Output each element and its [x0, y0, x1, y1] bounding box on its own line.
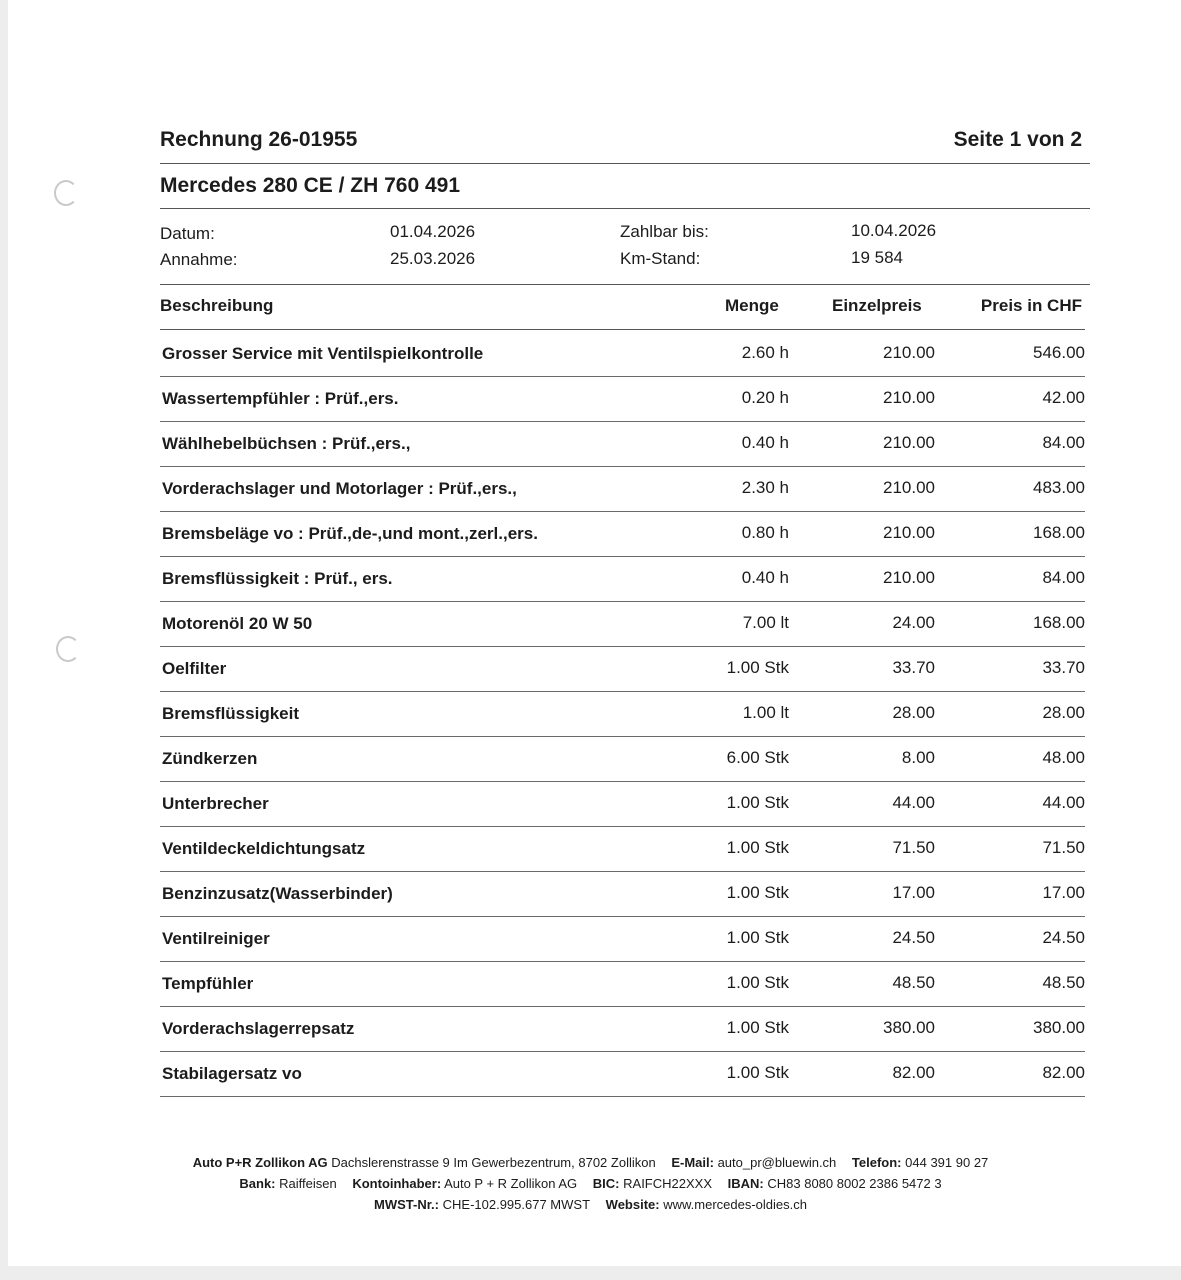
item-price: 33.70 [1042, 658, 1085, 677]
page-indicator: Seite 1 von 2 [953, 128, 1082, 151]
item-quantity: 0.20 h [741, 388, 789, 407]
item-price: 17.00 [1042, 883, 1085, 902]
item-unit-price: 210.00 [883, 568, 935, 587]
item-quantity: 6.00 Stk [726, 748, 789, 767]
item-unit-price: 210.00 [883, 478, 935, 497]
item-quantity: 1.00 Stk [726, 973, 789, 992]
table-row [160, 966, 1085, 1011]
column-header-unit-price: Einzelpreis [832, 296, 922, 315]
website-value: www.mercedes-oldies.ch [663, 1197, 807, 1212]
item-unit-price: 48.50 [892, 973, 935, 992]
column-header-price: Preis in CHF [980, 296, 1082, 315]
iban-value: CH83 8080 8002 2386 5472 3 [767, 1176, 942, 1191]
table-row [160, 606, 1085, 651]
punch-hole-mark [56, 636, 80, 662]
company-address: Dachslerenstrasse 9 Im Gewerbezentrum, 8702 Zollikon [331, 1155, 656, 1170]
company-name: Auto P+R Zollikon AG [192, 1155, 328, 1170]
row-divider [160, 466, 1085, 467]
item-unit-price: 210.00 [883, 343, 935, 362]
email-label: E-Mail: [671, 1155, 714, 1170]
row-divider [160, 1096, 1085, 1097]
item-quantity: 1.00 Stk [726, 658, 789, 677]
item-price: 82.00 [1042, 1063, 1085, 1082]
table-row [160, 336, 1085, 381]
item-unit-price: 210.00 [883, 523, 935, 542]
footer-line-vat [0, 1194, 1181, 1215]
table-row [160, 561, 1085, 606]
table-row [160, 741, 1085, 786]
item-description: Motorenöl 20 W 50 [162, 614, 313, 633]
row-divider [160, 1006, 1085, 1007]
table-row [160, 921, 1085, 966]
item-price: 28.00 [1042, 703, 1085, 722]
item-price: 483.00 [1033, 478, 1085, 497]
item-price: 48.50 [1042, 973, 1085, 992]
item-quantity: 0.40 h [741, 568, 789, 587]
bank-value: Raiffeisen [279, 1176, 337, 1191]
line-items [160, 336, 1085, 1101]
row-divider [160, 871, 1085, 872]
row-divider [160, 376, 1085, 377]
datum-label: Datum: [160, 224, 215, 243]
item-unit-price: 8.00 [901, 748, 935, 767]
item-price: 546.00 [1033, 343, 1085, 362]
row-divider [160, 781, 1085, 782]
table-row [160, 471, 1085, 516]
item-price: 71.50 [1042, 838, 1085, 857]
table-row [160, 426, 1085, 471]
footer-line-bank [0, 1173, 1181, 1194]
table-row [160, 786, 1085, 831]
annahme-label: Annahme: [160, 250, 238, 269]
table-row [160, 696, 1085, 741]
item-quantity: 0.40 h [741, 433, 789, 452]
item-description: Vorderachslagerrepsatz [162, 1019, 355, 1038]
item-price: 168.00 [1033, 613, 1085, 632]
phone-value: 044 391 90 27 [905, 1155, 989, 1170]
row-divider [160, 511, 1085, 512]
item-price: 84.00 [1042, 433, 1085, 452]
table-row [160, 651, 1085, 696]
table-row [160, 876, 1085, 921]
bic-value: RAIFCH22XXX [623, 1176, 713, 1191]
footer-line-company [0, 1152, 1181, 1173]
row-divider [160, 826, 1085, 827]
item-price: 24.50 [1042, 928, 1085, 947]
email-value: auto_pr@bluewin.ch [717, 1155, 837, 1170]
row-divider [160, 556, 1085, 557]
item-description: Wählhebelbüchsen : Prüf.,ers., [162, 434, 411, 453]
bank-label: Bank: [239, 1176, 276, 1191]
vat-label: MWST-Nr.: [374, 1197, 439, 1212]
item-description: Grosser Service mit Ventilspielkontrolle [162, 344, 484, 363]
divider [160, 329, 1085, 330]
item-quantity: 1.00 Stk [726, 883, 789, 902]
item-description: Vorderachslager und Motorlager : Prüf.,ers., [162, 479, 517, 498]
item-price: 48.00 [1042, 748, 1085, 767]
item-description: Ventilreiniger [162, 929, 270, 948]
holder-label: Kontoinhaber: [352, 1176, 442, 1191]
invoice-footer [0, 1152, 1181, 1215]
item-price: 84.00 [1042, 568, 1085, 587]
item-unit-price: 380.00 [883, 1018, 935, 1037]
row-divider [160, 916, 1085, 917]
item-description: Oelfilter [162, 659, 227, 678]
item-quantity: 1.00 Stk [726, 928, 789, 947]
item-unit-price: 33.70 [892, 658, 935, 677]
table-row [160, 516, 1085, 561]
item-description: Bremsbeläge vo : Prüf.,de-,und mont.,zerl.,ers. [162, 524, 538, 543]
item-unit-price: 28.00 [892, 703, 935, 722]
item-description: Stabilagersatz vo [162, 1064, 302, 1083]
column-header-description: Beschreibung [160, 296, 274, 315]
phone-label: Telefon: [851, 1155, 902, 1170]
divider [160, 163, 1090, 164]
item-quantity: 1.00 Stk [726, 1063, 789, 1082]
item-quantity: 1.00 Stk [726, 838, 789, 857]
divider [160, 208, 1090, 209]
item-price: 168.00 [1033, 523, 1085, 542]
table-row [160, 381, 1085, 426]
divider [160, 284, 1090, 285]
row-divider [160, 1051, 1085, 1052]
item-quantity: 2.60 h [741, 343, 789, 362]
row-divider [160, 691, 1085, 692]
table-header [160, 296, 1082, 320]
item-description: Zündkerzen [162, 749, 258, 768]
datum-value: 01.04.2026 [390, 222, 476, 241]
table-row [160, 1011, 1085, 1056]
item-quantity: 2.30 h [741, 478, 789, 497]
annahme-value: 25.03.2026 [390, 249, 476, 268]
row-divider [160, 736, 1085, 737]
item-description: Tempfühler [162, 974, 254, 993]
item-description: Bremsflüssigkeit [162, 704, 299, 723]
punch-hole-mark [54, 180, 78, 206]
item-quantity: 1.00 Stk [726, 793, 789, 812]
item-quantity: 0.80 h [741, 523, 789, 542]
item-quantity: 1.00 Stk [726, 1018, 789, 1037]
item-unit-price: 24.50 [892, 928, 935, 947]
item-price: 380.00 [1033, 1018, 1085, 1037]
table-row [160, 1056, 1085, 1101]
website-label: Website: [605, 1197, 660, 1212]
row-divider [160, 961, 1085, 962]
item-description: Bremsflüssigkeit : Prüf., ers. [162, 569, 393, 588]
item-unit-price: 210.00 [883, 433, 935, 452]
zahlbar-label: Zahlbar bis: [620, 222, 709, 241]
iban-label: IBAN: [727, 1176, 764, 1191]
row-divider [160, 421, 1085, 422]
item-price: 42.00 [1042, 388, 1085, 407]
row-divider [160, 601, 1085, 602]
item-price: 44.00 [1042, 793, 1085, 812]
item-description: Unterbrecher [162, 794, 269, 813]
zahlbar-value: 10.04.2026 [851, 221, 937, 240]
bic-label: BIC: [592, 1176, 620, 1191]
row-divider [160, 646, 1085, 647]
invoice-header [160, 128, 1082, 152]
item-unit-price: 71.50 [892, 838, 935, 857]
vat-value: CHE-102.995.677 MWST [442, 1197, 591, 1212]
item-description: Benzinzusatz(Wasserbinder) [162, 884, 393, 903]
item-unit-price: 82.00 [892, 1063, 935, 1082]
column-header-quantity: Menge [725, 296, 779, 315]
item-description: Wassertempfühler : Prüf.,ers. [162, 389, 399, 408]
invoice-title: Rechnung 26-01955 [160, 128, 358, 151]
vehicle-title: Mercedes 280 CE / ZH 760 491 [160, 174, 461, 197]
holder-value: Auto P + R Zollikon AG [444, 1176, 578, 1191]
item-quantity: 7.00 lt [742, 613, 789, 632]
item-quantity: 1.00 lt [742, 703, 789, 722]
table-row [160, 831, 1085, 876]
item-description: Ventildeckeldichtungsatz [162, 839, 366, 858]
km-label: Km-Stand: [620, 249, 701, 268]
item-unit-price: 24.00 [892, 613, 935, 632]
item-unit-price: 210.00 [883, 388, 935, 407]
item-unit-price: 17.00 [892, 883, 935, 902]
item-unit-price: 44.00 [892, 793, 935, 812]
km-value: 19 584 [851, 248, 903, 267]
